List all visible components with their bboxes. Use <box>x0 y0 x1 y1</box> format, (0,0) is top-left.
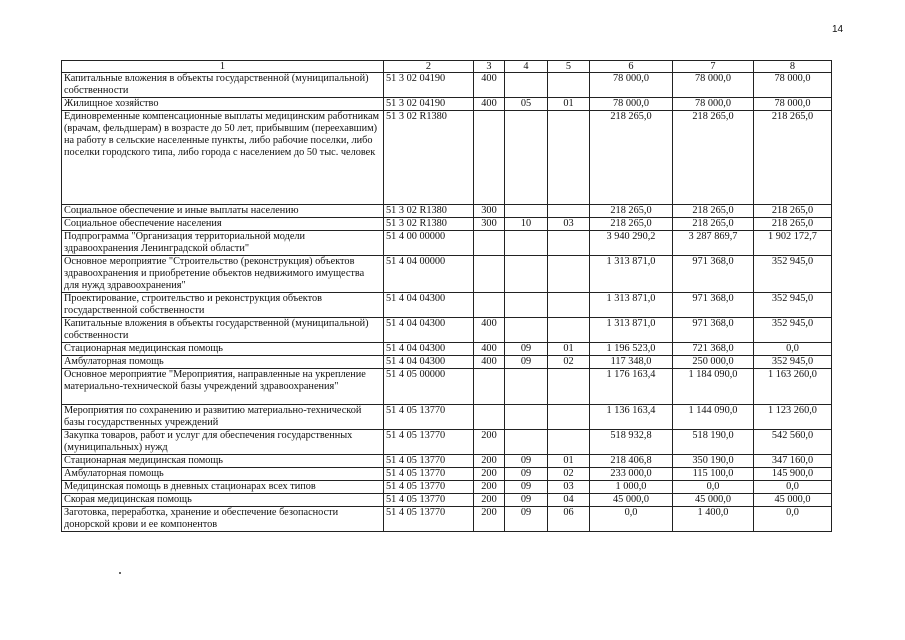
row-name-cell: Жилищное хозяйство <box>62 98 384 111</box>
table-row <box>62 293 832 318</box>
column-header: 2 <box>384 61 474 73</box>
row-value-cell: 1 123 260,0 <box>754 405 832 430</box>
row-value-cell: 1 313 871,0 <box>590 256 673 293</box>
table-row <box>62 405 832 430</box>
row-code-cell: 51 4 05 13770 <box>384 405 474 430</box>
table-row <box>62 468 832 481</box>
row-code-cell: 51 4 00 00000 <box>384 231 474 256</box>
row-name-cell: Подпрограмма "Организация территориальной модели здравоохранения Ленинградской области" <box>62 231 384 256</box>
column-header: 1 <box>62 61 384 73</box>
row-value-cell: 78 000,0 <box>673 73 754 98</box>
row-value-cell: 145 900,0 <box>754 468 832 481</box>
row-subsection-cell <box>548 405 590 430</box>
row-value-cell: 218 265,0 <box>754 205 832 218</box>
row-value-cell: 233 000,0 <box>590 468 673 481</box>
row-code-cell: 51 4 05 13770 <box>384 481 474 494</box>
column-header: 3 <box>474 61 505 73</box>
row-code-cell: 51 4 05 00000 <box>384 369 474 405</box>
row-value-cell: 45 000,0 <box>673 494 754 507</box>
row-value-cell: 1 313 871,0 <box>590 293 673 318</box>
row-section-cell: 05 <box>505 98 548 111</box>
row-expense-type-cell: 400 <box>474 98 505 111</box>
column-header: 7 <box>673 61 754 73</box>
row-value-cell: 971 368,0 <box>673 293 754 318</box>
table-row <box>62 507 832 532</box>
table-row <box>62 455 832 468</box>
row-value-cell: 0,0 <box>673 481 754 494</box>
row-value-cell: 1 176 163,4 <box>590 369 673 405</box>
table-row <box>62 231 832 256</box>
row-value-cell: 1 136 163,4 <box>590 405 673 430</box>
row-subsection-cell: 01 <box>548 343 590 356</box>
row-value-cell: 218 265,0 <box>754 111 832 205</box>
column-header: 6 <box>590 61 673 73</box>
row-name-cell: Закупка товаров, работ и услуг для обеспечения государственных (муниципальных) нужд <box>62 430 384 455</box>
row-value-cell: 350 190,0 <box>673 455 754 468</box>
column-header: 5 <box>548 61 590 73</box>
row-section-cell <box>505 293 548 318</box>
row-value-cell: 78 000,0 <box>673 98 754 111</box>
row-section-cell <box>505 318 548 343</box>
row-section-cell <box>505 111 548 205</box>
row-value-cell: 0,0 <box>754 507 832 532</box>
row-value-cell: 250 000,0 <box>673 356 754 369</box>
row-subsection-cell <box>548 318 590 343</box>
table-row <box>62 494 832 507</box>
row-value-cell: 518 932,8 <box>590 430 673 455</box>
row-section-cell <box>505 430 548 455</box>
row-value-cell: 1 144 090,0 <box>673 405 754 430</box>
row-section-cell: 09 <box>505 468 548 481</box>
row-value-cell: 1 184 090,0 <box>673 369 754 405</box>
row-code-cell: 51 4 04 04300 <box>384 356 474 369</box>
row-name-cell: Основное мероприятие "Строительство (реконструкция) объектов здравоохранения и приобретение объектов недвижимого имущества для нужд здравоохранения" <box>62 256 384 293</box>
row-expense-type-cell: 400 <box>474 318 505 343</box>
row-section-cell: 09 <box>505 455 548 468</box>
row-value-cell: 542 560,0 <box>754 430 832 455</box>
row-subsection-cell <box>548 369 590 405</box>
row-expense-type-cell <box>474 369 505 405</box>
table-row <box>62 205 832 218</box>
table-row <box>62 430 832 455</box>
row-value-cell: 352 945,0 <box>754 356 832 369</box>
row-value-cell: 115 100,0 <box>673 468 754 481</box>
row-name-cell: Социальное обеспечение населения <box>62 218 384 231</box>
row-value-cell: 518 190,0 <box>673 430 754 455</box>
row-value-cell: 3 940 290,2 <box>590 231 673 256</box>
row-expense-type-cell <box>474 231 505 256</box>
row-section-cell <box>505 405 548 430</box>
row-value-cell: 1 313 871,0 <box>590 318 673 343</box>
row-code-cell: 51 3 02 04190 <box>384 98 474 111</box>
row-subsection-cell: 03 <box>548 481 590 494</box>
row-value-cell: 971 368,0 <box>673 256 754 293</box>
row-value-cell: 78 000,0 <box>754 98 832 111</box>
row-value-cell: 78 000,0 <box>754 73 832 98</box>
page-number: 14 <box>832 24 844 35</box>
table-row <box>62 481 832 494</box>
row-value-cell: 218 265,0 <box>590 111 673 205</box>
row-name-cell: Заготовка, переработка, хранение и обеспечение безопасности донорской крови и ее компонентов <box>62 507 384 532</box>
row-name-cell: Капитальные вложения в объекты государственной (муниципальной) собственности <box>62 318 384 343</box>
row-code-cell: 51 3 02 R1380 <box>384 205 474 218</box>
column-header: 4 <box>505 61 548 73</box>
row-expense-type-cell: 400 <box>474 343 505 356</box>
row-subsection-cell <box>548 430 590 455</box>
row-code-cell: 51 3 02 04190 <box>384 73 474 98</box>
row-subsection-cell: 03 <box>548 218 590 231</box>
row-subsection-cell: 02 <box>548 356 590 369</box>
table-row <box>62 318 832 343</box>
row-value-cell: 45 000,0 <box>590 494 673 507</box>
row-expense-type-cell: 300 <box>474 218 505 231</box>
row-expense-type-cell: 200 <box>474 430 505 455</box>
row-expense-type-cell: 200 <box>474 455 505 468</box>
row-expense-type-cell: 400 <box>474 356 505 369</box>
row-value-cell: 218 265,0 <box>590 205 673 218</box>
row-value-cell: 0,0 <box>754 481 832 494</box>
row-section-cell: 09 <box>505 343 548 356</box>
column-header: 8 <box>754 61 832 73</box>
row-subsection-cell <box>548 293 590 318</box>
row-name-cell: Амбулаторная помощь <box>62 468 384 481</box>
row-expense-type-cell: 400 <box>474 73 505 98</box>
row-subsection-cell <box>548 111 590 205</box>
row-expense-type-cell: 200 <box>474 468 505 481</box>
row-section-cell <box>505 256 548 293</box>
row-subsection-cell <box>548 205 590 218</box>
row-name-cell: Проектирование, строительство и реконструкция объектов государственной собственности <box>62 293 384 318</box>
row-name-cell: Стационарная медицинская помощь <box>62 455 384 468</box>
stray-mark <box>119 572 121 574</box>
row-value-cell: 218 406,8 <box>590 455 673 468</box>
row-section-cell: 09 <box>505 356 548 369</box>
row-code-cell: 51 4 04 04300 <box>384 293 474 318</box>
row-value-cell: 1 400,0 <box>673 507 754 532</box>
row-value-cell: 117 348,0 <box>590 356 673 369</box>
row-code-cell: 51 4 04 04300 <box>384 343 474 356</box>
table-row <box>62 343 832 356</box>
row-value-cell: 1 902 172,7 <box>754 231 832 256</box>
row-name-cell: Социальное обеспечение и иные выплаты населению <box>62 205 384 218</box>
row-subsection-cell <box>548 256 590 293</box>
row-section-cell <box>505 73 548 98</box>
row-subsection-cell: 04 <box>548 494 590 507</box>
row-subsection-cell: 01 <box>548 455 590 468</box>
row-value-cell: 218 265,0 <box>673 205 754 218</box>
row-subsection-cell <box>548 73 590 98</box>
row-value-cell: 352 945,0 <box>754 256 832 293</box>
row-section-cell <box>505 205 548 218</box>
row-value-cell: 78 000,0 <box>590 98 673 111</box>
row-code-cell: 51 3 02 R1380 <box>384 218 474 231</box>
row-name-cell: Капитальные вложения в объекты государственной (муниципальной) собственности <box>62 73 384 98</box>
row-expense-type-cell: 200 <box>474 494 505 507</box>
row-expense-type-cell <box>474 293 505 318</box>
row-name-cell: Единовременные компенсационные выплаты медицинским работникам (врачам, фельдшерам) в возрасте до 50 лет, прибывшим (переехавшим) на работу в сельские населенные пункты, либо рабочие поселки, либо поселки городского типа, либо города с населением до 50 тыс. человек <box>62 111 384 205</box>
row-value-cell: 721 368,0 <box>673 343 754 356</box>
row-value-cell: 218 265,0 <box>590 218 673 231</box>
row-code-cell: 51 4 05 13770 <box>384 507 474 532</box>
row-code-cell: 51 4 05 13770 <box>384 455 474 468</box>
row-name-cell: Скорая медицинская помощь <box>62 494 384 507</box>
row-value-cell: 0,0 <box>754 343 832 356</box>
row-value-cell: 218 265,0 <box>673 218 754 231</box>
table-row <box>62 369 832 405</box>
row-value-cell: 78 000,0 <box>590 73 673 98</box>
row-subsection-cell <box>548 231 590 256</box>
row-value-cell: 352 945,0 <box>754 293 832 318</box>
row-name-cell: Медицинская помощь в дневных стационарах всех типов <box>62 481 384 494</box>
row-code-cell: 51 4 04 04300 <box>384 318 474 343</box>
row-code-cell: 51 4 05 13770 <box>384 468 474 481</box>
row-value-cell: 1 196 523,0 <box>590 343 673 356</box>
row-name-cell: Мероприятия по сохранению и развитию материально-технической базы государственных учреждений <box>62 405 384 430</box>
table-row <box>62 73 832 98</box>
row-expense-type-cell: 300 <box>474 205 505 218</box>
row-value-cell: 45 000,0 <box>754 494 832 507</box>
row-section-cell: 09 <box>505 481 548 494</box>
row-code-cell: 51 4 05 13770 <box>384 494 474 507</box>
row-section-cell: 10 <box>505 218 548 231</box>
row-name-cell: Амбулаторная помощь <box>62 356 384 369</box>
row-value-cell: 352 945,0 <box>754 318 832 343</box>
row-value-cell: 218 265,0 <box>673 111 754 205</box>
budget-table <box>61 60 832 532</box>
row-code-cell: 51 3 02 R1380 <box>384 111 474 205</box>
row-subsection-cell: 06 <box>548 507 590 532</box>
row-section-cell <box>505 231 548 256</box>
row-expense-type-cell <box>474 256 505 293</box>
table-row <box>62 111 832 205</box>
row-value-cell: 347 160,0 <box>754 455 832 468</box>
row-value-cell: 1 163 260,0 <box>754 369 832 405</box>
table-row <box>62 256 832 293</box>
row-value-cell: 971 368,0 <box>673 318 754 343</box>
row-expense-type-cell: 200 <box>474 481 505 494</box>
row-section-cell: 09 <box>505 494 548 507</box>
table-row <box>62 98 832 111</box>
row-value-cell: 0,0 <box>590 507 673 532</box>
row-subsection-cell: 02 <box>548 468 590 481</box>
row-subsection-cell: 01 <box>548 98 590 111</box>
row-value-cell: 218 265,0 <box>754 218 832 231</box>
row-value-cell: 1 000,0 <box>590 481 673 494</box>
row-code-cell: 51 4 05 13770 <box>384 430 474 455</box>
row-code-cell: 51 4 04 00000 <box>384 256 474 293</box>
row-name-cell: Стационарная медицинская помощь <box>62 343 384 356</box>
row-name-cell: Основное мероприятие "Мероприятия, направленные на укрепление материально-технической базы учреждений здравоохранения" <box>62 369 384 405</box>
table-row <box>62 356 832 369</box>
row-expense-type-cell <box>474 405 505 430</box>
row-expense-type-cell <box>474 111 505 205</box>
table-row <box>62 218 832 231</box>
row-section-cell: 09 <box>505 507 548 532</box>
row-expense-type-cell: 200 <box>474 507 505 532</box>
row-section-cell <box>505 369 548 405</box>
row-value-cell: 3 287 869,7 <box>673 231 754 256</box>
column-number-row <box>62 61 832 73</box>
